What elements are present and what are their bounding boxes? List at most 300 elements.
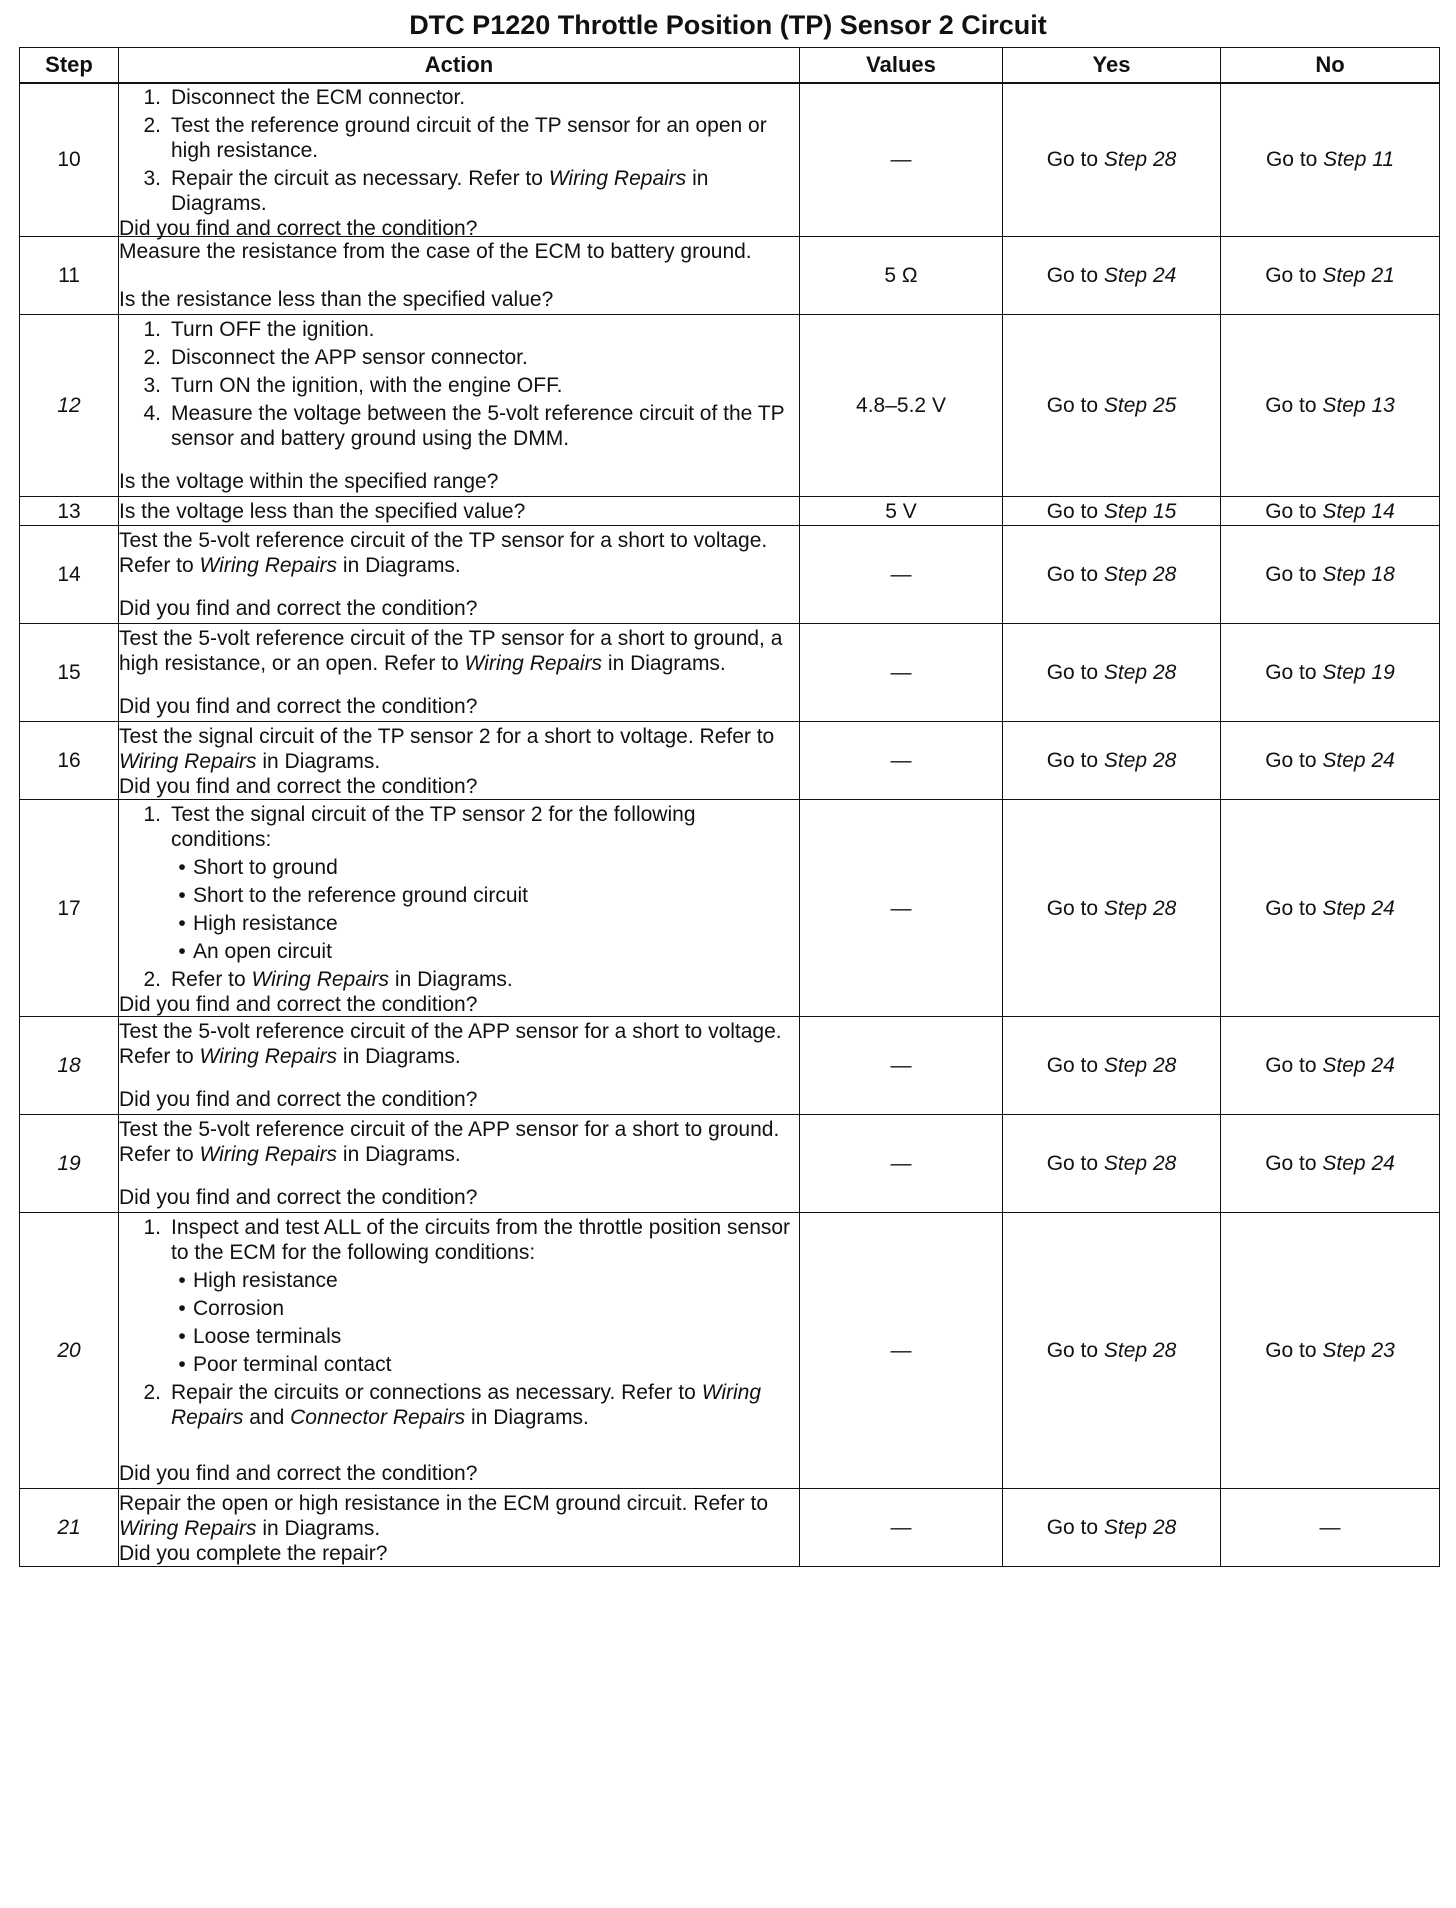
action-cell bbox=[119, 526, 800, 624]
text-run: Inspect and test ALL of the circuits from the throttle position sensor to the ECM for the following conditions: bbox=[171, 1216, 791, 1264]
go-to-step-link[interactable] bbox=[1265, 563, 1395, 586]
values-cell: 5 Ω bbox=[800, 237, 1003, 315]
step-number-cell: 14 bbox=[20, 526, 119, 624]
bullet-text bbox=[193, 1324, 799, 1349]
bullet-icon: • bbox=[178, 940, 186, 963]
step-word: Step bbox=[1322, 1339, 1366, 1362]
go-to-step-link[interactable] bbox=[1265, 1152, 1395, 1175]
text-run: Measure the resistance from the case of the ECM to battery ground. bbox=[119, 240, 752, 263]
instruction-number: 4. bbox=[143, 402, 161, 425]
step-word: Step bbox=[1103, 394, 1148, 417]
step-word: Step bbox=[1103, 264, 1148, 287]
step-word: Step bbox=[1103, 1339, 1148, 1362]
text-run: High resistance bbox=[193, 1269, 338, 1292]
instruction-paragraph bbox=[119, 528, 799, 578]
step-word: Step bbox=[1103, 749, 1148, 772]
no-cell bbox=[1221, 624, 1440, 722]
go-to-step-link[interactable] bbox=[1047, 749, 1177, 772]
bullet-icon: • bbox=[178, 1353, 186, 1376]
text-run: Refer to bbox=[171, 968, 252, 991]
text-run: Did you find and correct the condition? bbox=[119, 695, 478, 718]
values-cell: — bbox=[800, 722, 1003, 800]
step-number: 24 bbox=[1371, 896, 1395, 920]
step-word: Step bbox=[1322, 563, 1366, 586]
go-prefix: Go to bbox=[1265, 1339, 1323, 1362]
yes-cell bbox=[1003, 315, 1221, 497]
step-number-cell: 16 bbox=[20, 722, 119, 800]
action-cell bbox=[119, 800, 800, 1017]
numbered-instruction bbox=[119, 317, 799, 342]
text-run: Did you complete the repair? bbox=[119, 1542, 388, 1565]
column-header-step: Step bbox=[20, 48, 119, 83]
bullet-text bbox=[193, 1268, 799, 1293]
yes-cell bbox=[1003, 1213, 1221, 1489]
spacer bbox=[119, 578, 799, 596]
go-to-step-link[interactable] bbox=[1047, 1516, 1177, 1539]
instruction-text bbox=[171, 401, 799, 451]
go-to-step-link[interactable] bbox=[1047, 563, 1177, 586]
step-number-cell: 18 bbox=[20, 1017, 119, 1115]
step-word: Step bbox=[1322, 661, 1366, 684]
table-row bbox=[20, 497, 1440, 526]
go-prefix: Go to bbox=[1046, 394, 1104, 417]
decision-question bbox=[119, 1461, 799, 1486]
text-run: in Diagrams. bbox=[337, 1045, 461, 1068]
values-cell: 4.8–5.2 V bbox=[800, 315, 1003, 497]
step-word: Step bbox=[1103, 1054, 1148, 1077]
step-number: 13 bbox=[1371, 394, 1395, 417]
text-run: Did you find and correct the condition? bbox=[119, 1088, 478, 1111]
header-row bbox=[20, 48, 1440, 83]
action-cell bbox=[119, 1489, 800, 1567]
yes-cell bbox=[1003, 624, 1221, 722]
action-cell bbox=[119, 722, 800, 800]
step-number: 28 bbox=[1152, 661, 1177, 684]
step-number: 11 bbox=[1372, 148, 1395, 172]
table-row bbox=[20, 1017, 1440, 1115]
step-word: Step bbox=[1322, 749, 1366, 772]
step-number-cell: 13 bbox=[20, 497, 119, 526]
go-to-step-link[interactable] bbox=[1047, 897, 1177, 920]
step-number: 23 bbox=[1371, 1339, 1395, 1362]
text-run: in Diagrams. bbox=[256, 1517, 381, 1540]
instruction-text bbox=[171, 85, 799, 110]
no-cell bbox=[1221, 1489, 1440, 1567]
emphasis-text: Connector Repairs bbox=[290, 1406, 466, 1429]
table-row bbox=[20, 315, 1440, 497]
text-run: Repair the open or high resistance in the ECM ground circuit. Refer to bbox=[119, 1492, 769, 1515]
text-run: Is the resistance less than the specified value? bbox=[119, 288, 554, 311]
text-run: Did you find and correct the condition? bbox=[119, 217, 478, 241]
values-cell: — bbox=[800, 526, 1003, 624]
step-number: 21 bbox=[1371, 264, 1395, 287]
numbered-instruction bbox=[119, 967, 799, 992]
step-number-cell: 21 bbox=[20, 1489, 119, 1567]
decision-question bbox=[119, 1541, 799, 1566]
step-number-cell: 15 bbox=[20, 624, 119, 722]
bullet-text bbox=[193, 1296, 799, 1321]
go-prefix: Go to bbox=[1265, 264, 1323, 287]
go-prefix: Go to bbox=[1046, 749, 1104, 772]
emphasis-text: Wiring Repairs bbox=[199, 1143, 338, 1166]
yes-cell bbox=[1003, 722, 1221, 800]
go-prefix: Go to bbox=[1265, 1152, 1323, 1175]
step-number: 15 bbox=[1152, 499, 1177, 523]
table-row bbox=[20, 526, 1440, 624]
go-prefix: Go to bbox=[1265, 749, 1323, 772]
go-to-step-link[interactable] bbox=[1265, 500, 1395, 523]
go-to-step-link[interactable] bbox=[1047, 661, 1177, 684]
text-run: Disconnect the APP sensor connector. bbox=[171, 346, 528, 369]
step-number: 25 bbox=[1152, 394, 1177, 417]
table-row bbox=[20, 1115, 1440, 1213]
text-run: Repair the circuit as necessary. Refer to bbox=[171, 167, 549, 191]
bullet-text bbox=[193, 855, 799, 880]
numbered-instruction bbox=[119, 373, 799, 398]
instruction-paragraph bbox=[119, 626, 799, 676]
go-prefix: Go to bbox=[1265, 661, 1323, 684]
text-run: in Diagrams. bbox=[337, 554, 461, 577]
step-number: 14 bbox=[1371, 499, 1395, 523]
instruction-text bbox=[171, 345, 799, 370]
text-run: Test the 5-volt reference circuit of the TP sensor for a short to voltage. Refer to bbox=[119, 529, 768, 577]
yes-cell bbox=[1003, 1017, 1221, 1115]
bullet-item bbox=[119, 1324, 799, 1349]
values-cell: — bbox=[800, 624, 1003, 722]
step-number-cell: 10 bbox=[20, 83, 119, 237]
numbered-instruction bbox=[119, 1380, 799, 1430]
emphasis-text: Wiring Repairs bbox=[199, 554, 338, 577]
bullet-item bbox=[119, 939, 799, 964]
instruction-text bbox=[171, 1215, 799, 1265]
text-run: Did you find and correct the condition? bbox=[119, 993, 478, 1016]
dash-value: — bbox=[1319, 1516, 1341, 1539]
text-run: Is the voltage within the specified range? bbox=[119, 470, 499, 493]
emphasis-text: Wiring Repairs bbox=[171, 1381, 762, 1429]
action-cell bbox=[119, 237, 800, 315]
go-prefix: Go to bbox=[1046, 1516, 1104, 1539]
spacer bbox=[119, 1167, 799, 1185]
action-cell bbox=[119, 315, 800, 497]
go-to-step-link[interactable] bbox=[1266, 148, 1394, 171]
numbered-instruction bbox=[119, 802, 799, 852]
go-prefix: Go to bbox=[1265, 499, 1323, 523]
go-to-step-link[interactable] bbox=[1265, 1339, 1395, 1362]
instruction-number: 2. bbox=[143, 114, 161, 138]
no-cell bbox=[1221, 497, 1440, 526]
step-word: Step bbox=[1322, 896, 1366, 920]
text-run: in Diagrams. bbox=[337, 1143, 461, 1166]
values-cell: — bbox=[800, 1115, 1003, 1213]
action-cell bbox=[119, 624, 800, 722]
no-cell bbox=[1221, 83, 1440, 237]
action-cell bbox=[119, 497, 800, 526]
text-run: in Diagrams. bbox=[602, 652, 726, 675]
step-word: Step bbox=[1322, 499, 1366, 523]
text-run: Turn OFF the ignition. bbox=[171, 318, 375, 341]
instruction-number: 1. bbox=[143, 803, 161, 826]
step-number: 28 bbox=[1152, 1054, 1177, 1077]
step-number: 24 bbox=[1152, 264, 1177, 287]
decision-question bbox=[119, 596, 799, 621]
text-run: Test the 5-volt reference circuit of the APP sensor for a short to ground. Refer to bbox=[119, 1118, 780, 1166]
decision-question bbox=[119, 774, 799, 799]
instruction-paragraph bbox=[119, 1117, 799, 1167]
go-prefix: Go to bbox=[1046, 264, 1104, 287]
decision-question bbox=[119, 1087, 799, 1112]
bullet-item bbox=[119, 911, 799, 936]
emphasis-text: Wiring Repairs bbox=[119, 1517, 257, 1540]
step-number: 24 bbox=[1371, 1054, 1395, 1077]
no-cell bbox=[1221, 1213, 1440, 1489]
go-prefix: Go to bbox=[1046, 1152, 1104, 1175]
text-run: Disconnect the ECM connector. bbox=[171, 86, 466, 110]
instruction-paragraph bbox=[119, 239, 799, 264]
yes-cell bbox=[1003, 800, 1221, 1017]
go-to-step-link[interactable] bbox=[1265, 661, 1395, 684]
no-cell bbox=[1221, 237, 1440, 315]
text-run: Repair the circuits or connections as necessary. Refer to bbox=[171, 1381, 702, 1404]
step-word: Step bbox=[1103, 499, 1148, 523]
emphasis-text: Wiring Repairs bbox=[464, 652, 603, 675]
instruction-text bbox=[171, 967, 799, 992]
emphasis-text: Wiring Repairs bbox=[119, 750, 257, 773]
bullet-item bbox=[119, 1268, 799, 1293]
step-word: Step bbox=[1323, 148, 1367, 172]
bullet-item bbox=[119, 883, 799, 908]
text-run: in Diagrams. bbox=[256, 750, 381, 773]
numbered-instruction bbox=[119, 85, 799, 110]
instruction-number: 1. bbox=[143, 1216, 161, 1239]
instruction-paragraph bbox=[119, 1491, 799, 1541]
decision-question bbox=[119, 694, 799, 719]
values-cell: — bbox=[800, 1017, 1003, 1115]
step-word: Step bbox=[1322, 264, 1366, 287]
table-row bbox=[20, 800, 1440, 1017]
values-cell: — bbox=[800, 1489, 1003, 1567]
step-word: Step bbox=[1322, 1054, 1366, 1077]
bullet-text bbox=[193, 939, 799, 964]
emphasis-text: Wiring Repairs bbox=[251, 968, 390, 991]
step-number: 19 bbox=[1371, 661, 1395, 684]
text-run: in Diagrams. bbox=[389, 968, 513, 991]
values-cell: — bbox=[800, 800, 1003, 1017]
bullet-text bbox=[193, 911, 799, 936]
column-header-values: Values bbox=[800, 48, 1003, 83]
decision-question bbox=[119, 287, 799, 312]
text-run: Measure the voltage between the 5-volt reference circuit of the TP sensor and battery ground using the DMM. bbox=[171, 402, 785, 450]
step-number: 28 bbox=[1152, 1339, 1177, 1362]
step-word: Step bbox=[1103, 1516, 1148, 1539]
numbered-instruction bbox=[119, 345, 799, 370]
values-cell: — bbox=[800, 83, 1003, 237]
bullet-item bbox=[119, 1352, 799, 1377]
page-title: DTC P1220 Throttle Position (TP) Sensor 2 Circuit bbox=[409, 10, 1047, 40]
text-run: Test the 5-volt reference circuit of the TP sensor for a short to ground, a high resistance, or an open. Refer to bbox=[119, 627, 783, 675]
step-word: Step bbox=[1103, 1152, 1148, 1175]
action-cell bbox=[119, 1017, 800, 1115]
text-run: in Diagrams. bbox=[171, 167, 709, 216]
action-cell bbox=[119, 83, 800, 241]
go-prefix: Go to bbox=[1046, 1054, 1104, 1077]
go-to-step-link[interactable] bbox=[1047, 1054, 1177, 1077]
bullet-icon: • bbox=[178, 884, 186, 907]
action-cell bbox=[119, 1115, 800, 1213]
go-prefix: Go to bbox=[1265, 896, 1323, 920]
instruction-number: 1. bbox=[143, 86, 161, 110]
diagnostic-table bbox=[19, 47, 1440, 1567]
step-word: Step bbox=[1103, 896, 1148, 920]
yes-cell bbox=[1003, 1115, 1221, 1213]
instruction-number: 2. bbox=[143, 1381, 161, 1404]
step-number-cell: 12 bbox=[20, 315, 119, 497]
bullet-text bbox=[193, 1352, 799, 1377]
go-prefix: Go to bbox=[1046, 563, 1104, 586]
table-row bbox=[20, 1489, 1440, 1567]
instruction-text bbox=[171, 1380, 799, 1430]
text-run: Test the signal circuit of the TP sensor 2 for a short to voltage. Refer to bbox=[119, 725, 775, 748]
column-header-no: No bbox=[1221, 48, 1440, 83]
step-number-cell: 17 bbox=[20, 800, 119, 1017]
column-header-yes: Yes bbox=[1003, 48, 1221, 83]
no-cell bbox=[1221, 800, 1440, 1017]
bullet-icon: • bbox=[178, 856, 186, 879]
step-number-cell: 19 bbox=[20, 1115, 119, 1213]
bullet-text bbox=[193, 883, 799, 908]
bullet-icon: • bbox=[178, 912, 186, 935]
step-word: Step bbox=[1322, 1152, 1366, 1175]
instruction-number: 3. bbox=[143, 374, 161, 397]
go-prefix: Go to bbox=[1046, 896, 1104, 920]
step-number: 28 bbox=[1152, 563, 1177, 586]
text-run: Did you find and correct the condition? bbox=[119, 1186, 478, 1209]
go-to-step-link[interactable] bbox=[1047, 394, 1177, 417]
instruction-paragraph bbox=[119, 1019, 799, 1069]
go-to-step-link[interactable] bbox=[1047, 1339, 1177, 1362]
go-prefix: Go to bbox=[1265, 148, 1324, 172]
step-number: 28 bbox=[1152, 896, 1177, 920]
table-row bbox=[20, 1213, 1440, 1489]
text-run: in Diagrams. bbox=[465, 1406, 589, 1429]
table-row bbox=[20, 83, 1440, 237]
instruction-text bbox=[171, 802, 799, 852]
numbered-instruction bbox=[119, 401, 799, 451]
text-run: Poor terminal contact bbox=[193, 1353, 392, 1376]
no-cell bbox=[1221, 722, 1440, 800]
go-prefix: Go to bbox=[1046, 499, 1104, 523]
text-run: Test the 5-volt reference circuit of the APP sensor for a short to voltage. Refer to bbox=[119, 1020, 782, 1068]
text-run: Turn ON the ignition, with the engine OFF. bbox=[171, 374, 563, 397]
text-run: Loose terminals bbox=[193, 1325, 342, 1348]
go-prefix: Go to bbox=[1265, 1054, 1323, 1077]
go-to-step-link[interactable] bbox=[1047, 148, 1177, 171]
go-to-step-link[interactable] bbox=[1047, 1152, 1177, 1175]
step-word: Step bbox=[1103, 661, 1148, 684]
yes-cell bbox=[1003, 1489, 1221, 1567]
go-prefix: Go to bbox=[1046, 148, 1104, 172]
step-word: Step bbox=[1322, 394, 1366, 417]
step-number: 28 bbox=[1152, 148, 1177, 172]
instruction-text bbox=[171, 317, 799, 342]
text-run: Test the signal circuit of the TP sensor 2 for the following conditions: bbox=[171, 803, 696, 851]
numbered-instruction bbox=[119, 113, 799, 163]
emphasis-text: Wiring Repairs bbox=[199, 1045, 338, 1068]
bullet-icon: • bbox=[178, 1297, 186, 1320]
instruction-text bbox=[171, 113, 799, 163]
go-to-step-link[interactable] bbox=[1047, 500, 1177, 523]
instruction-number: 1. bbox=[143, 318, 161, 341]
instruction-text bbox=[171, 166, 799, 216]
values-cell: 5 V bbox=[800, 497, 1003, 526]
go-prefix: Go to bbox=[1046, 1339, 1104, 1362]
decision-question bbox=[119, 216, 799, 241]
text-run: Test the reference ground circuit of the TP sensor for an open or high resistance. bbox=[171, 114, 767, 163]
table-row bbox=[20, 237, 1440, 315]
text-run: Corrosion bbox=[193, 1297, 285, 1320]
step-number-cell: 11 bbox=[20, 237, 119, 315]
go-to-step-link[interactable] bbox=[1047, 264, 1177, 287]
step-number: 28 bbox=[1152, 1152, 1177, 1175]
go-to-step-link[interactable] bbox=[1265, 749, 1395, 772]
step-number: 28 bbox=[1152, 1516, 1177, 1539]
text-run: Did you find and correct the condition? bbox=[119, 597, 478, 620]
step-number: 24 bbox=[1371, 749, 1395, 772]
no-cell bbox=[1221, 1115, 1440, 1213]
yes-cell bbox=[1003, 526, 1221, 624]
table-row bbox=[20, 624, 1440, 722]
decision-question bbox=[119, 469, 799, 494]
no-cell bbox=[1221, 1017, 1440, 1115]
go-prefix: Go to bbox=[1265, 394, 1323, 417]
instruction-number: 3. bbox=[143, 167, 161, 191]
column-header-action: Action bbox=[119, 48, 800, 83]
action-cell bbox=[119, 1213, 800, 1489]
text-run: High resistance bbox=[193, 912, 338, 935]
go-to-step-link[interactable] bbox=[1265, 264, 1395, 287]
go-prefix: Go to bbox=[1265, 563, 1323, 586]
instruction-paragraph bbox=[119, 724, 799, 774]
emphasis-text: Wiring Repairs bbox=[548, 167, 687, 191]
bullet-icon: • bbox=[178, 1269, 186, 1292]
no-cell bbox=[1221, 526, 1440, 624]
instruction-number: 2. bbox=[143, 346, 161, 369]
step-number-cell: 20 bbox=[20, 1213, 119, 1489]
step-number: 18 bbox=[1371, 563, 1395, 586]
text-run: Is the voltage less than the specified value? bbox=[119, 500, 526, 523]
yes-cell bbox=[1003, 497, 1221, 526]
go-to-step-link[interactable] bbox=[1265, 1054, 1395, 1077]
yes-cell bbox=[1003, 83, 1221, 237]
yes-cell bbox=[1003, 237, 1221, 315]
bullet-icon: • bbox=[178, 1325, 186, 1348]
step-word: Step bbox=[1103, 148, 1148, 172]
decision-question bbox=[119, 992, 799, 1017]
no-cell bbox=[1221, 315, 1440, 497]
instruction-paragraph bbox=[119, 499, 799, 524]
go-to-step-link[interactable] bbox=[1265, 897, 1395, 920]
bullet-item bbox=[119, 1296, 799, 1321]
text-run: Short to ground bbox=[193, 856, 338, 879]
text-run: Did you find and correct the condition? bbox=[119, 1462, 478, 1485]
spacer bbox=[119, 1069, 799, 1087]
go-to-step-link[interactable] bbox=[1265, 394, 1395, 417]
numbered-instruction bbox=[119, 1215, 799, 1265]
instruction-text bbox=[171, 373, 799, 398]
text-run: Did you find and correct the condition? bbox=[119, 775, 478, 798]
text-run: and bbox=[243, 1406, 291, 1429]
decision-question bbox=[119, 1185, 799, 1210]
bullet-item bbox=[119, 855, 799, 880]
